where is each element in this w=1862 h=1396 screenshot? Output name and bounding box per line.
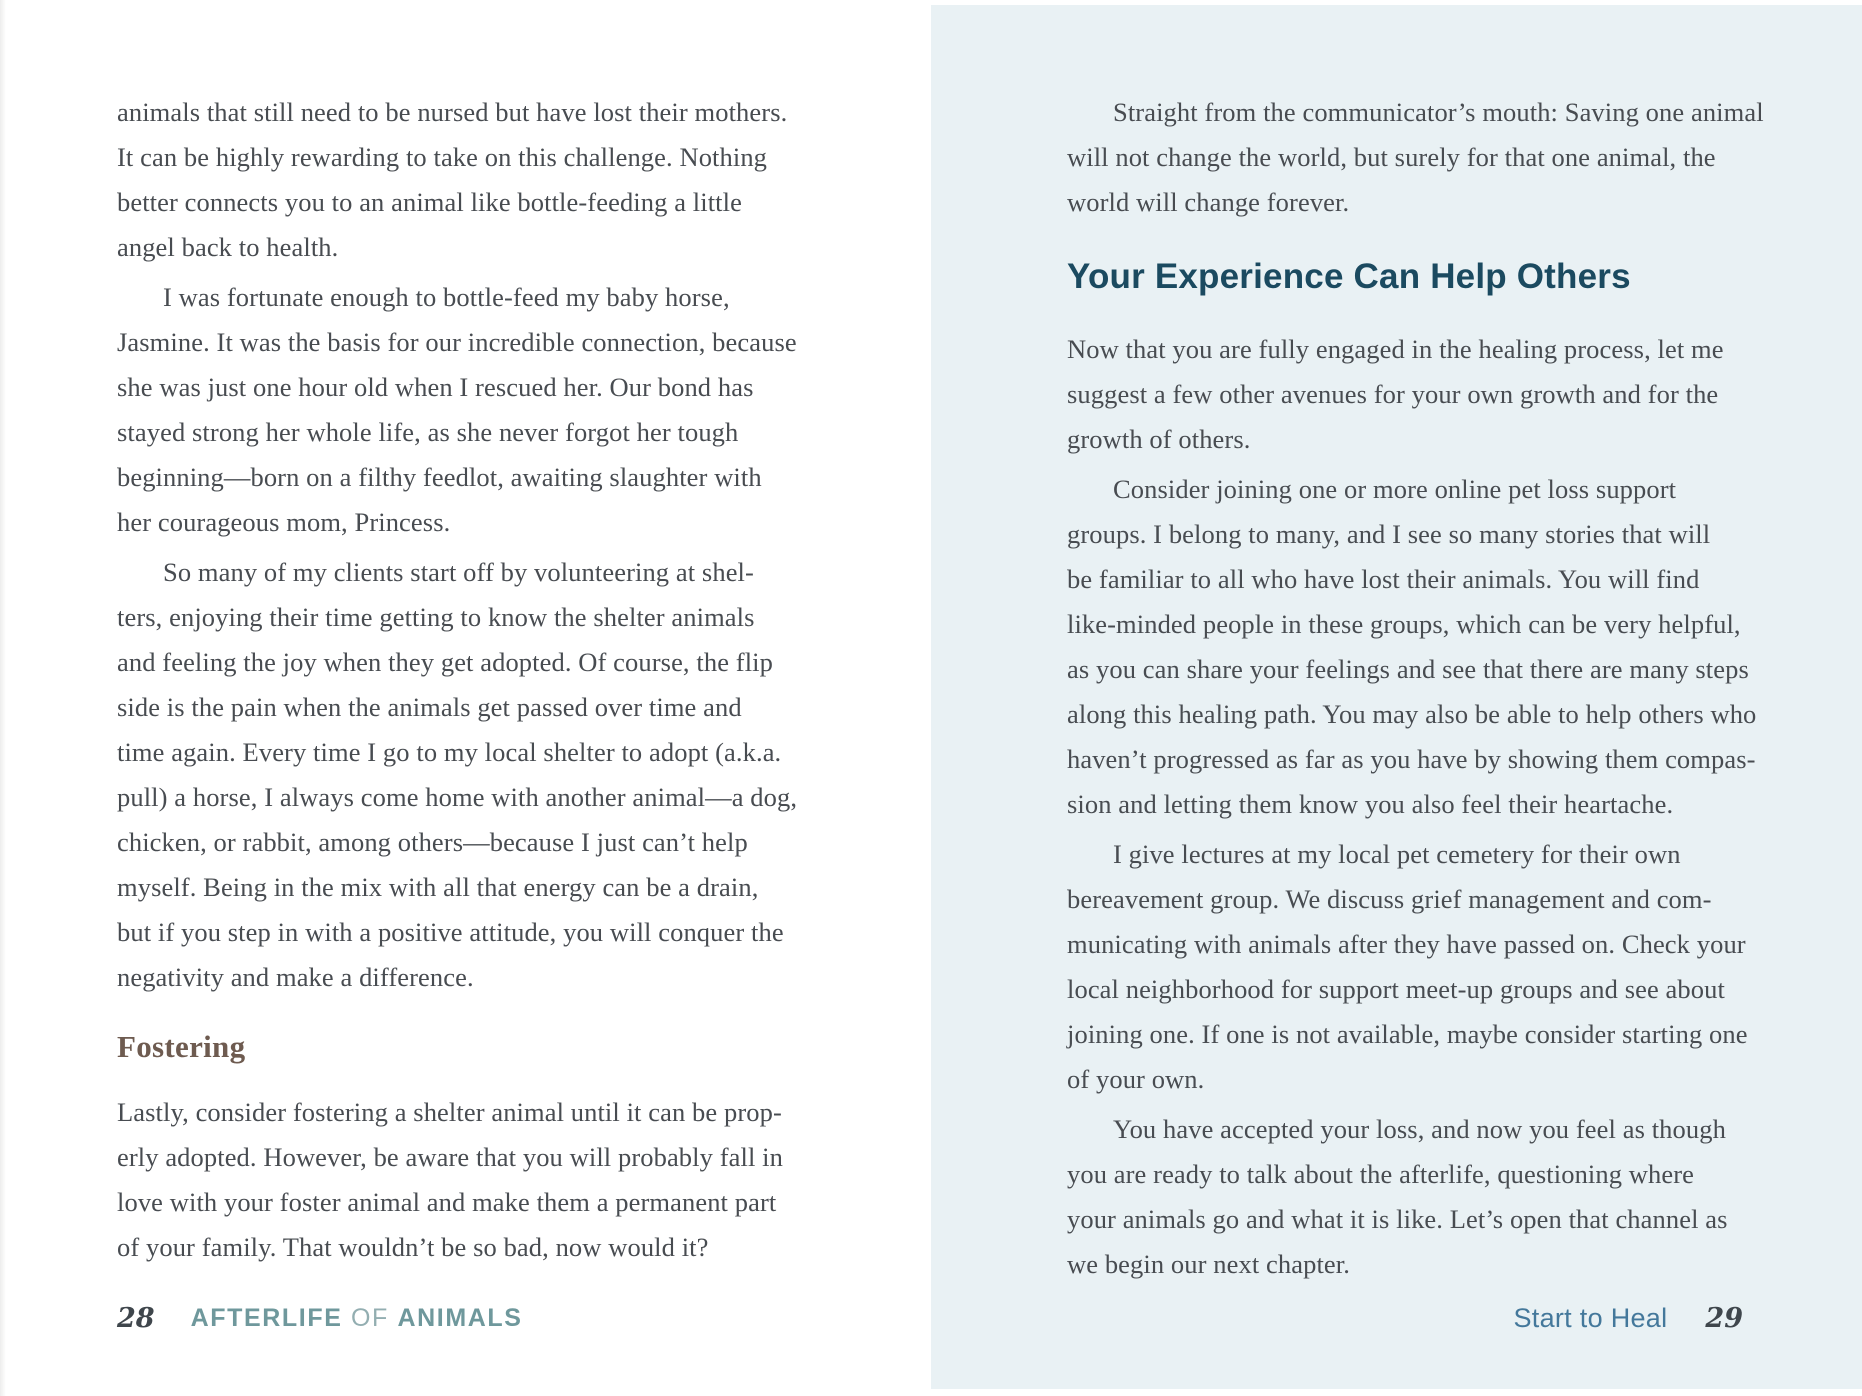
text-line: myself. Being in the mix with all that energy can be a drain, — [117, 872, 759, 902]
text-line: erly adopted. However, be aware that you will probably fall in — [117, 1142, 783, 1172]
right-paragraphs-bottom — [1067, 327, 1837, 1287]
text-line: local neighborhood for support meet-up groups and see about — [1067, 974, 1725, 1004]
text-line: sion and letting them know you also feel their heartache. — [1067, 789, 1674, 819]
page-number-left: 28 — [117, 1303, 155, 1334]
text-line: along this healing path. You may also be able to help others who — [1067, 699, 1757, 729]
text-line: municating with animals after they have passed on. Check your — [1067, 929, 1746, 959]
left-page-footer — [117, 1296, 523, 1341]
paragraph — [1067, 832, 1837, 1102]
text-line: You have accepted your loss, and now you feel as though — [1113, 1114, 1726, 1144]
text-line: of your family. That wouldn’t be so bad, now would it? — [117, 1232, 709, 1262]
text-line: your animals go and what it is like. Let’s open that channel as — [1067, 1204, 1728, 1234]
paragraph — [117, 275, 887, 545]
text-line: but if you step in with a positive attitude, you will conquer the — [117, 917, 784, 947]
right-page-footer — [1513, 1296, 1743, 1341]
section-heading-experience: Your Experience Can Help Others — [1067, 257, 1631, 296]
text-line: time again. Every time I go to my local shelter to adopt (a.k.a. — [117, 737, 782, 767]
page-number-right: 29 — [1705, 1303, 1743, 1334]
text-line: will not change the world, but surely for that one animal, the — [1067, 142, 1716, 172]
text-line: Lastly, consider fostering a shelter animal until it can be prop- — [117, 1097, 782, 1127]
book-title-word3: ANIMALS — [397, 1304, 523, 1332]
text-line: and feeling the joy when they get adopted. Of course, the flip — [117, 647, 773, 677]
text-line: be familiar to all who have lost their animals. You will find — [1067, 564, 1700, 594]
right-paragraphs-top — [1067, 90, 1837, 225]
text-line: I give lectures at my local pet cemetery for their own — [1113, 839, 1681, 869]
section-heading-fostering: Fostering — [117, 1029, 246, 1064]
text-line: better connects you to an animal like bottle-feeding a little — [117, 187, 742, 217]
paragraph — [117, 550, 887, 1000]
text-line: like-minded people in these groups, which can be very helpful, — [1067, 609, 1741, 639]
text-line: pull) a horse, I always come home with another animal—a dog, — [117, 782, 798, 812]
text-line: beginning—born on a filthy feedlot, awaiting slaughter with — [117, 462, 762, 492]
text-line: her courageous mom, Princess. — [117, 507, 451, 537]
text-line: bereavement group. We discuss grief management and com- — [1067, 884, 1712, 914]
paragraph — [117, 1090, 887, 1270]
chapter-name: Start to Heal — [1513, 1303, 1668, 1333]
left-page-body — [117, 90, 887, 1275]
text-line: chicken, or rabbit, among others—because I just can’t help — [117, 827, 748, 857]
text-line: I was fortunate enough to bottle-feed my baby horse, — [163, 282, 730, 312]
text-line: Now that you are fully engaged in the healing process, let me — [1067, 334, 1724, 364]
text-line: joining one. If one is not available, maybe consider starting one — [1067, 1019, 1748, 1049]
paragraph — [1067, 90, 1837, 225]
text-line: you are ready to talk about the afterlife, questioning where — [1067, 1159, 1695, 1189]
text-line: stayed strong her whole life, as she never forgot her tough — [117, 417, 739, 447]
text-line: suggest a few other avenues for your own growth and for the — [1067, 379, 1719, 409]
text-line: Jasmine. It was the basis for our incredible connection, because — [117, 327, 797, 357]
book-title-word2: OF — [342, 1304, 398, 1332]
text-line: angel back to health. — [117, 232, 339, 262]
text-line: Consider joining one or more online pet loss support — [1113, 474, 1677, 504]
book-title-word1: AFTERLIFE — [190, 1304, 343, 1332]
right-page-body — [1067, 90, 1837, 1292]
text-line: So many of my clients start off by volunteering at shel- — [163, 557, 754, 587]
paragraph — [1067, 467, 1837, 827]
left-paragraphs-bottom — [117, 1090, 887, 1270]
text-line: we begin our next chapter. — [1067, 1249, 1350, 1279]
text-line: Straight from the communicator’s mouth: Saving one animal — [1113, 97, 1764, 127]
text-line: groups. I belong to many, and I see so many stories that will — [1067, 519, 1711, 549]
page-edge-shade — [0, 0, 6, 1396]
text-line: growth of others. — [1067, 424, 1251, 454]
paragraph — [117, 90, 887, 270]
book-title — [191, 1304, 523, 1333]
text-line: haven’t progressed as far as you have by showing them compas- — [1067, 744, 1756, 774]
text-line: love with your foster animal and make them a permanent part — [117, 1187, 777, 1217]
text-line: animals that still need to be nursed but have lost their mothers. — [117, 97, 788, 127]
text-line: ters, enjoying their time getting to know the shelter animals — [117, 602, 755, 632]
text-line: world will change forever. — [1067, 187, 1350, 217]
paragraph — [1067, 327, 1837, 462]
paragraph — [1067, 1107, 1837, 1287]
text-line: side is the pain when the animals get passed over time and — [117, 692, 742, 722]
text-line: of your own. — [1067, 1064, 1205, 1094]
text-line: negativity and make a difference. — [117, 962, 474, 992]
text-line: as you can share your feelings and see that there are many steps — [1067, 654, 1749, 684]
text-line: she was just one hour old when I rescued her. Our bond has — [117, 372, 754, 402]
left-paragraphs-top — [117, 90, 887, 1000]
text-line: It can be highly rewarding to take on this challenge. Nothing — [117, 142, 768, 172]
